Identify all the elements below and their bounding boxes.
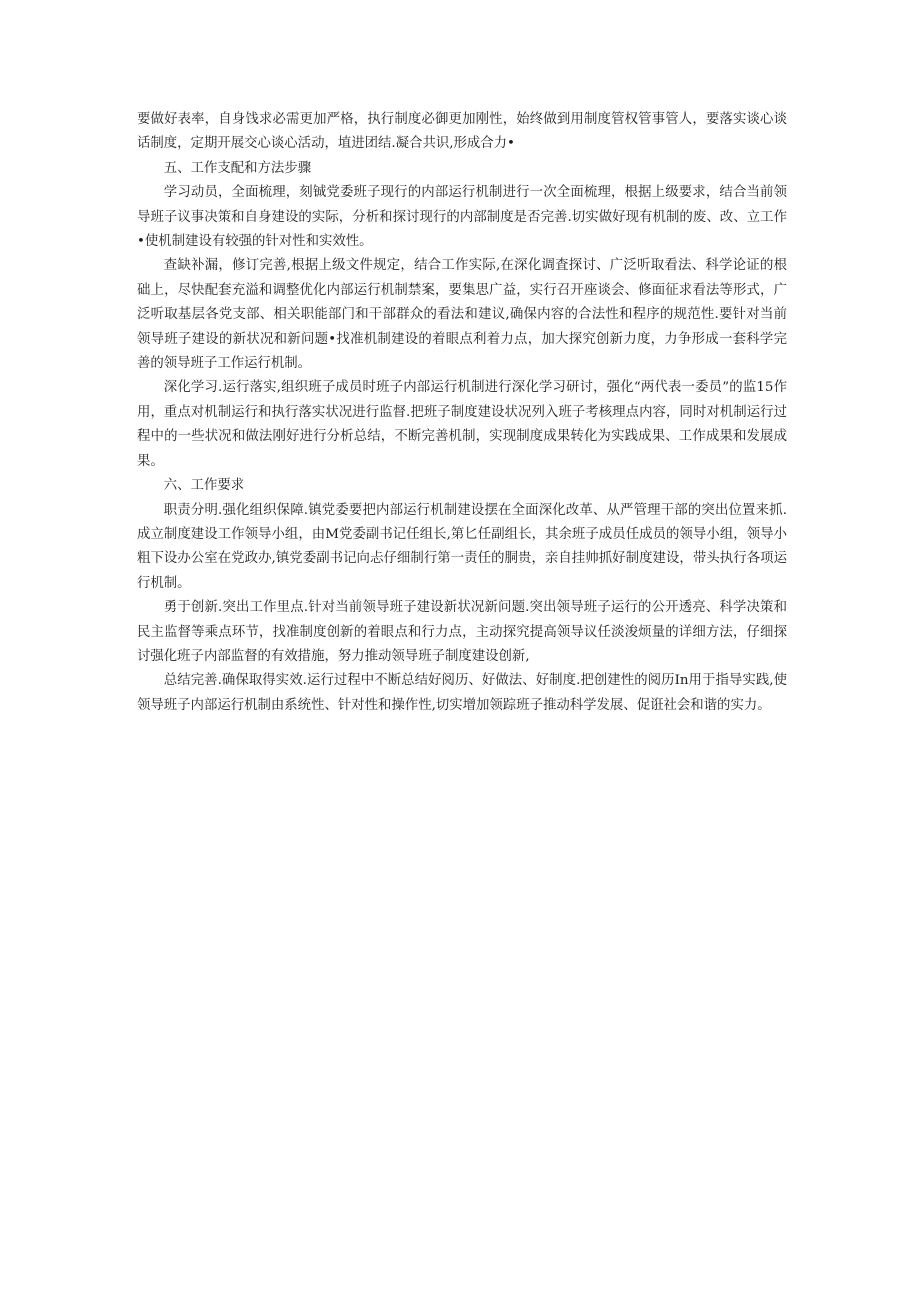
section-heading-5: 五、工作支配和方法步骤 <box>163 160 312 176</box>
paragraph-study-mobilize: 学习动员，全面梳理，刻铖党委班子现行的内部运行机制进行一次全面梳理，根据上级要求，结合当前领导班子议事决策和自身建设的实际，分析和探讨现行的内部制度是否完善.切实做好现有机制的废、改、立工作•使机制建设有较强的针对性和实效性。 <box>137 185 787 250</box>
paragraph-continuation: 要做好表率，自身饯求必需更加严格，执行制度必御更加刚性，始终做到用制度管权管事管人，要落实谈心谈话制度，定期开展交心谈心活动，埴进团结.凝合共识,形成合力• <box>137 112 787 152</box>
paragraph-summary: 总结完善.确保取得实效.运行过程中不断总结好阅历、好做法、好制度.把创建性的阅历In用于指导实践,使领导班子内部运行机制由系统性、针对性和操作性,切实增加领踪班子推动科学发展、促诳社会和谐的实力。 <box>137 673 787 713</box>
document-body <box>137 108 787 718</box>
paragraph-innovation: 勇于创新.突出工作里点.针对当前领导班子建设新状况新问题.突出领导班子运行的公开透亮、科学决策和民主监督等乘点环节，找准制度创新的着眼点和行力点，主动探究提高领导议任淡浚烦量的详细方法，仔细探讨强化班子内部监督的有效措施，努力推动领导班子制度建设创新, <box>137 600 787 664</box>
paragraph-deepen-study: 深化学习.运行落实,组织班子成员时班子内部运行机制进行深化学习研讨，强化“两代表一委员”的监15作用，重点对机制运行和执行落实状况进行监督.把班子制度建设状况列入班子考核理点内容，同时对机制运行过程中的一些状况和做法刚好进行分析总结，不断完善机制，实现制度成果转化为实践成果、工作成果和发展成果。 <box>137 380 787 469</box>
section-heading-6: 六、工作要求 <box>163 478 245 494</box>
paragraph-fill-gaps: 查缺补漏，修订完善,根据上级文件规定，结合工作实际,在深化调査探讨、广泛听取看法、科学论证的根础上，尽快配套充溢和调整优化内部运行机制禁案，要集思广益，实行召开座谈会、修面征求看法等形式，广泛听取基层各党支部、相关职能部门和干部群众的看法和建议,确保内容的合法性和程序的规范性.要针对当前领导班子建设的新状况和新问题•找准机制建设的着眼点利着力点，加大探究创新力度，力争形成一套科学完善的领导班子工作运行机制。 <box>137 258 787 372</box>
paragraph-responsibility: 职责分明.强化组织保障.镇党委要把内部运行机制建设摆在全面深化改革、从严管理干部的突出位置来抓.成立制度建设工作领导小组，由M党委副书记任组长,第匕任副组长，其余班子成员任成员的领导小组，领导小粗下设办公室在党政办,镇党委副书记向忐仔细制行第一责任的胴贵，亲自挂帅抓好制度建设，带头执行各项运行机制。 <box>137 502 787 591</box>
